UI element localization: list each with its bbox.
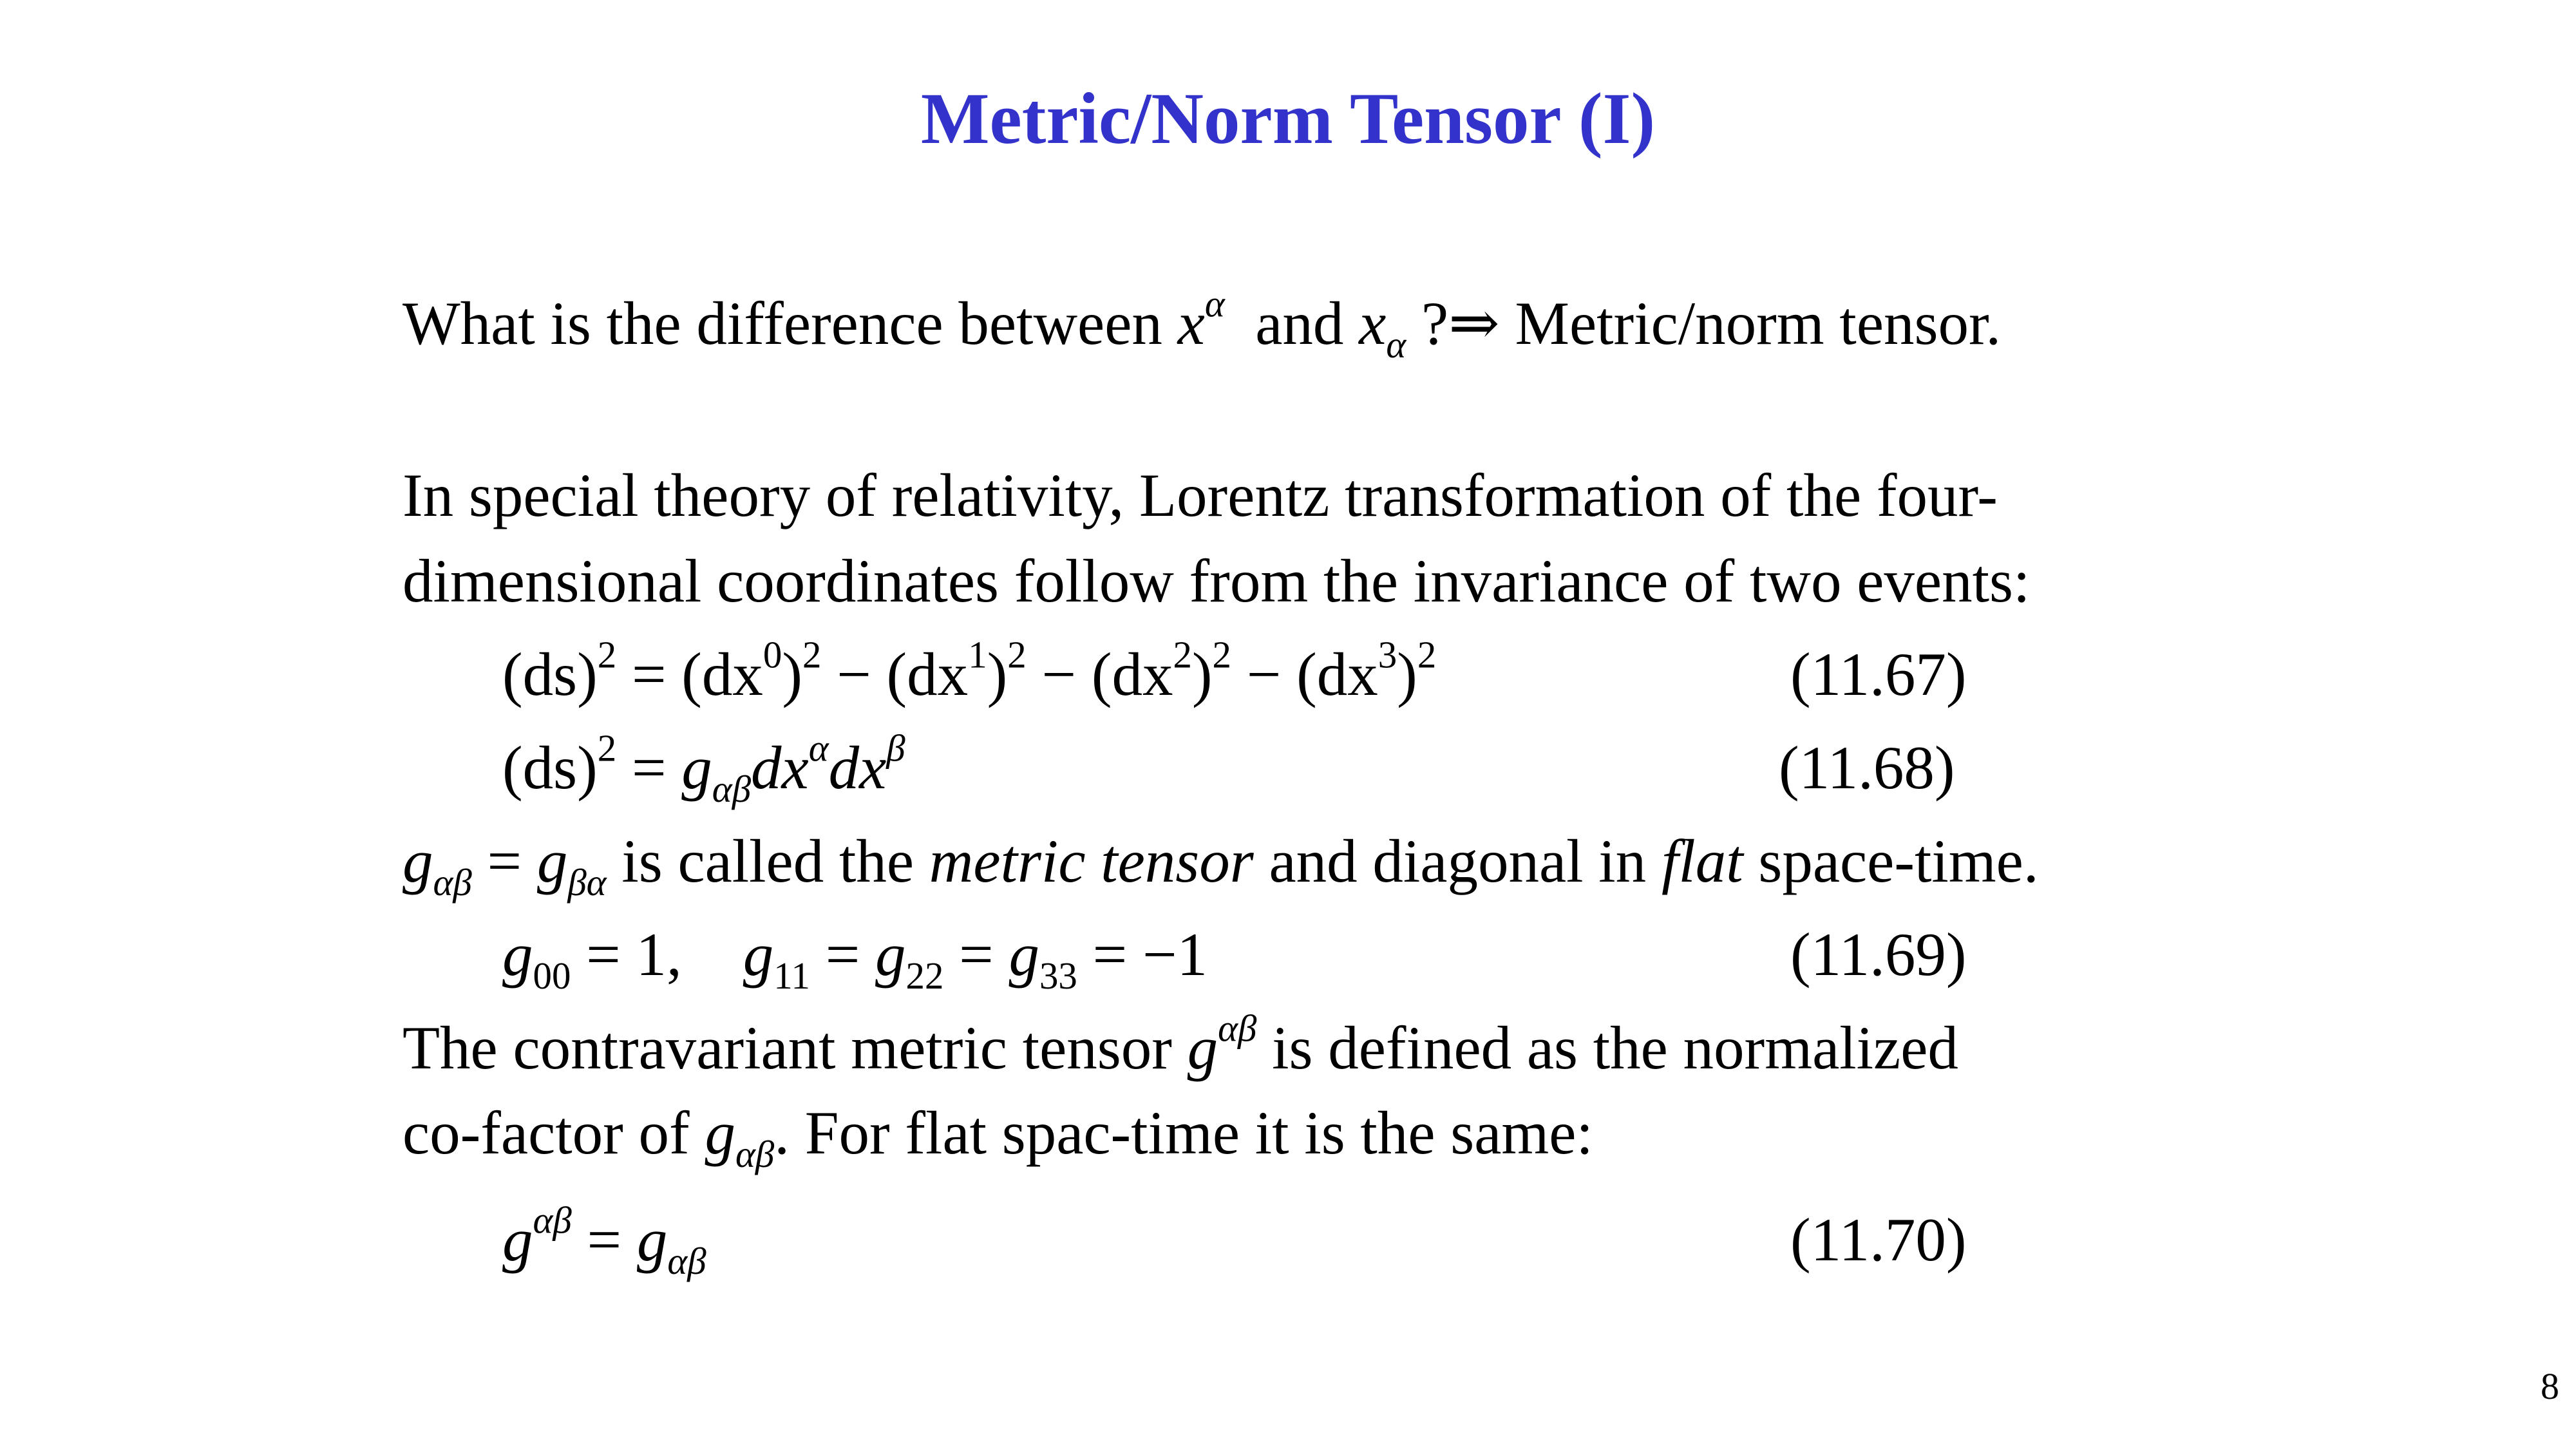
g-symbol: g [636,1206,668,1274]
paragraph1-line1: In special theory of relativity, Lorentz transformation of the four- [402,461,1998,529]
square-exp: 2 [597,727,617,770]
index-11: 11 [773,955,810,998]
index-2: 2 [1173,634,1192,676]
x-symbol: x [1359,289,1387,357]
index-33: 33 [1039,955,1077,998]
index-1: 1 [968,634,987,676]
g-symbol: g [1187,1014,1218,1082]
implies-arrow: ?⇒ [1421,289,1500,357]
equals-sign: = [810,920,876,989]
g-symbol: g [502,1206,533,1274]
dx-term: dx [828,734,887,802]
minus-sign: − [1026,640,1092,708]
minus-sign: − [1231,640,1297,708]
x-symbol: x [1177,289,1205,357]
minus-one-value: = −1 [1077,920,1208,989]
contravariant-text: . For flat spac-time it is the same: [774,1099,1593,1167]
equation-number-11-69: (11.69) [1790,920,1967,989]
index-0: 0 [762,634,782,676]
equation-11-69 [502,920,1208,998]
dx1-term: (dx [886,640,969,708]
ds-term: (ds) [502,734,598,802]
close-paren: ) [782,640,803,708]
minus-sign: − [821,640,887,708]
g-symbol: g [1009,920,1039,989]
g-symbol: g [502,920,533,989]
close-paren: ) [987,640,1008,708]
square-exp: 2 [1007,634,1027,676]
g00-value: = 1, [571,920,682,989]
metric-text: and diagonal in [1253,827,1662,895]
intro-result: Metric/norm tensor. [1499,289,2002,357]
flat-term: flat [1661,827,1743,895]
metric-text: space-time. [1743,827,2039,895]
alpha-superscript: α [1204,283,1225,325]
alpha-superscript: α [808,727,829,770]
g-symbol: g [875,920,906,989]
square-exp: 2 [802,634,822,676]
equals-sign: = [471,827,537,895]
alpha-beta-subscript: αβ [433,862,472,904]
beta-superscript: β [886,727,905,770]
square-exp: 2 [1212,634,1231,676]
slide-title: Metric/Norm Tensor (I) [920,79,1656,159]
square-exp: 2 [1417,634,1437,676]
contravariant-text: co-factor of [402,1099,705,1167]
alpha-beta-subscript: αβ [735,1133,775,1176]
equals-sign: = [571,1206,637,1274]
contravariant-line2 [402,1099,1593,1176]
ds-term: (ds) [502,640,598,708]
equation-number-11-70: (11.70) [1790,1206,1967,1274]
equals-sign: = [943,920,1009,989]
dx-term: dx [751,734,809,802]
contravariant-line1 [402,1007,1958,1082]
dx3-term: (dx [1296,640,1378,708]
equation-11-67 [502,634,1437,708]
equation-number-11-68: (11.68) [1779,734,1955,802]
square-exp: 2 [597,634,617,676]
intro-line [402,283,2002,366]
equation-11-68 [502,727,905,811]
beta-alpha-subscript: βα [567,862,607,904]
and-text: and [1255,289,1359,357]
g-symbol: g [402,827,433,895]
equals-sign: = [616,734,682,802]
equals-sign: = [616,640,682,708]
alpha-beta-subscript: αβ [667,1240,706,1283]
intro-text: What is the difference between [402,289,1178,357]
alpha-beta-subscript: αβ [712,768,752,811]
index-3: 3 [1378,634,1397,676]
index-22: 22 [905,955,944,998]
index-00: 00 [533,955,571,998]
paragraph1-line2: dimensional coordinates follow from the invariance of two events: [402,547,2031,615]
g-symbol: g [705,1099,735,1167]
close-paren: ) [1397,640,1417,708]
alpha-beta-superscript: αβ [533,1199,572,1242]
alpha-subscript: α [1386,324,1406,366]
g-symbol: g [536,827,568,895]
metric-tensor-line [402,827,2039,904]
g-symbol: g [681,734,712,802]
metric-text: is called the [606,827,929,895]
metric-tensor-term: metric tensor [929,827,1254,895]
equation-11-70 [502,1199,706,1283]
contravariant-text: The contravariant metric tensor [402,1014,1188,1082]
g-symbol: g [743,920,774,989]
alpha-beta-superscript: αβ [1218,1007,1257,1050]
page-number: 8 [2541,1365,2559,1407]
dx2-term: (dx [1091,640,1173,708]
equation-number-11-67: (11.67) [1790,640,1967,708]
dx0-term: (dx [681,640,763,708]
close-paren: ) [1191,640,1213,708]
contravariant-text: is defined as the normalized [1256,1014,1958,1082]
